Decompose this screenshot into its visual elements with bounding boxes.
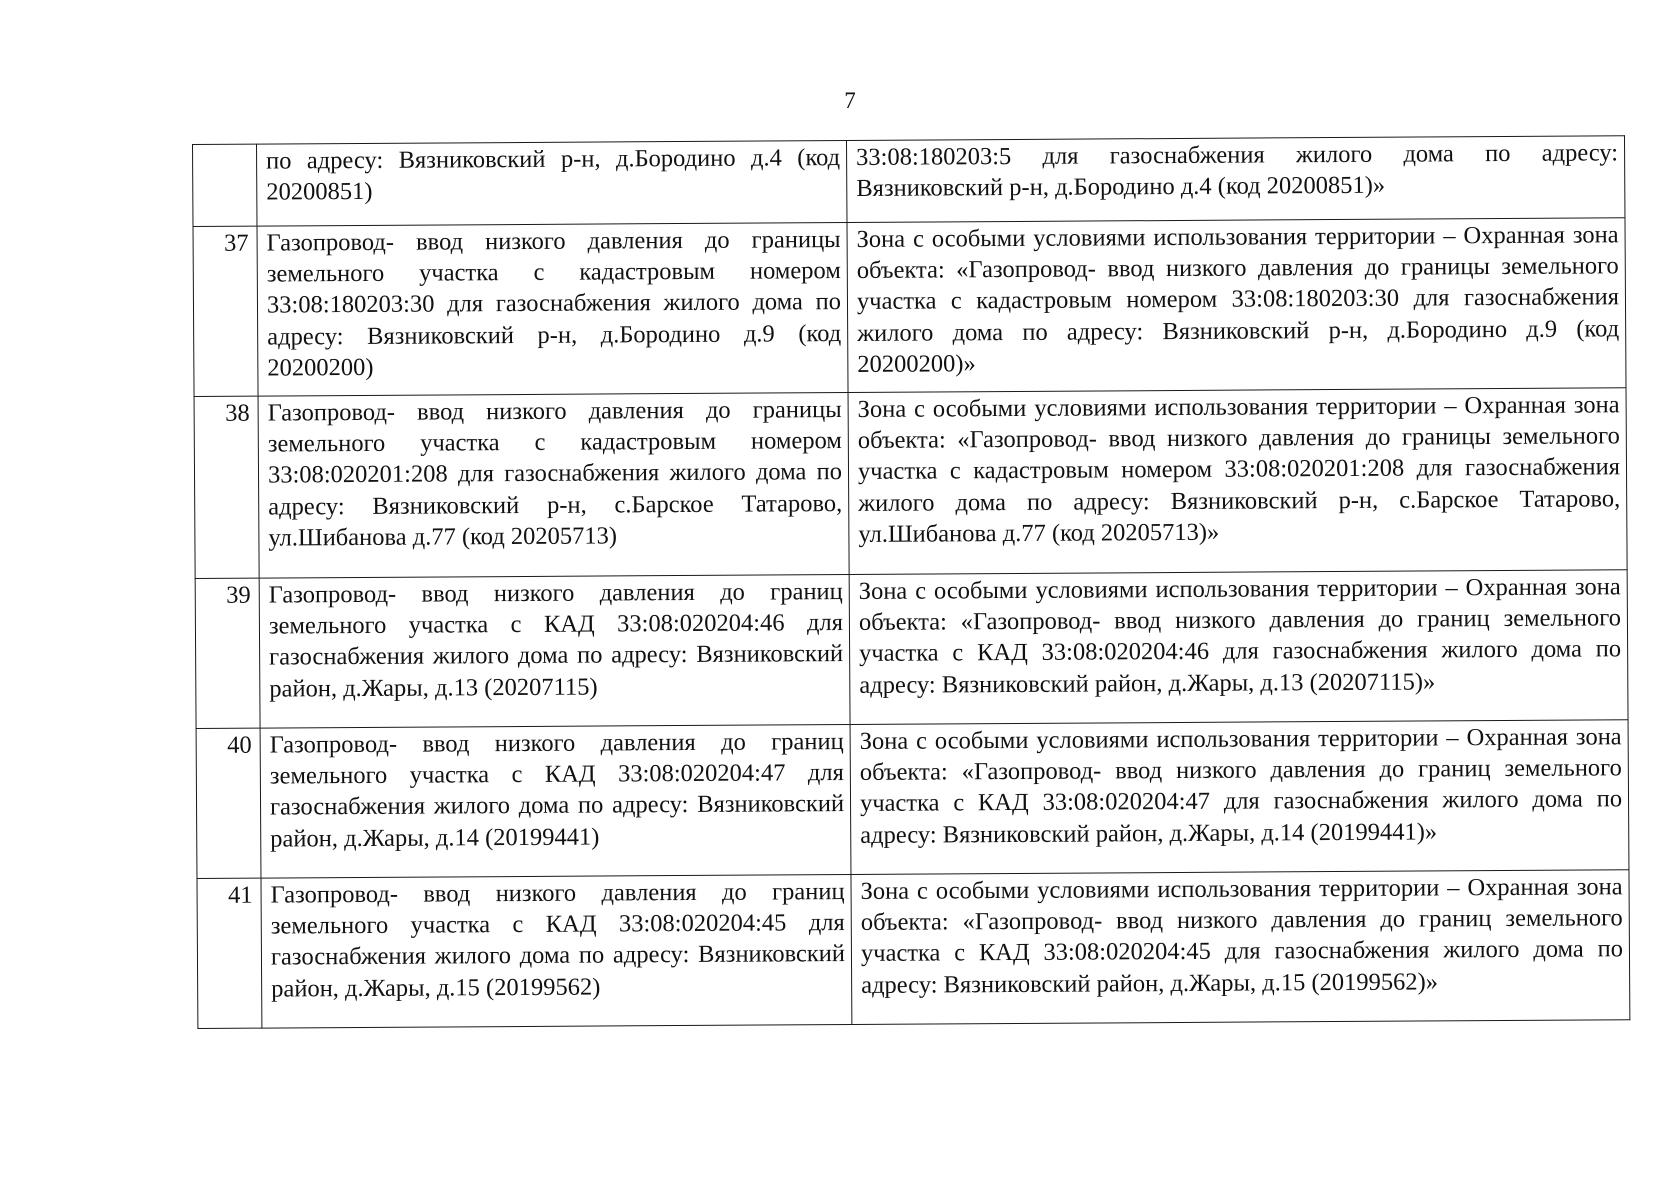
table-row: [195, 570, 1628, 729]
zone-description: Зона с особыми условиями использования территории – Охранная зона объекта: «Газопровод- ввод низкого давления до границ земельного участка с КАД 33:08:020204:45 для газоснабжения жилого дома по адресу: Вязниковский район, д.Жары, д.15 (20199562)»: [851, 870, 1630, 1025]
row-number: [193, 144, 257, 226]
zone-description: Зона с особыми условиями использования территории – Охранная зона объекта: «Газопровод- ввод низкого давления до границы земельного участка с кадастровым номером 33:08:020201:208 для газоснабжения жилого дома по адресу: Вязниковский р-н, с.Барское Татарово, ул.Шибанова д.77 (код 20205713)»: [848, 388, 1627, 575]
row-number: 39: [195, 578, 260, 728]
table-row: [197, 870, 1630, 1029]
object-description: по адресу: Вязниковский р-н, д.Бородино д.4 (код 20200851): [257, 141, 847, 227]
row-number: 41: [197, 878, 262, 1028]
table-row: [196, 720, 1629, 879]
object-description: Газопровод- ввод низкого давления до границы земельного участка с кадастровым номером 33:08:180203:30 для газоснабжения жилого дома по адресу: Вязниковский р-н, д.Бородино д.9 (код 20200200): [257, 223, 848, 397]
zones-table: [192, 135, 1630, 1029]
zone-description: Зона с особыми условиями использования территории – Охранная зона объекта: «Газопровод- ввод низкого давления до границ земельного участка с КАД 33:08:020204:47 для газоснабжения жилого дома по адресу: Вязниковский район, д.Жары, д.14 (20199441)»: [850, 720, 1629, 875]
object-description: Газопровод- ввод низкого давления до границы земельного участка с кадастровым номером 33:08:020201:208 для газоснабжения жилого дома по адресу: Вязниковский р-н, с.Барское Татарово, ул.Шибанова д.77 (код 20205713): [258, 392, 849, 578]
object-description: Газопровод- ввод низкого давления до границ земельного участка с КАД 33:08:020204:45 для газоснабжения жилого дома по адресу: Вязниковский район, д.Жары, д.15 (20199562): [261, 874, 852, 1028]
table-row: [193, 218, 1626, 397]
object-description: Газопровод- ввод низкого давления до границ земельного участка с КАД 33:08:020204:46 для газоснабжения жилого дома по адресу: Вязниковский район, д.Жары, д.13 (20207115): [259, 574, 850, 728]
table-row: [193, 136, 1625, 227]
page-number: 7: [844, 88, 856, 113]
zone-description: 33:08:180203:5 для газоснабжения жилого дома по адресу: Вязниковский р-н, д.Бородино д.4 (код 20200851)»: [846, 136, 1624, 223]
row-number: 37: [193, 226, 258, 396]
zone-description: Зона с особыми условиями использования территории – Охранная зона объекта: «Газопровод- ввод низкого давления до границ земельного участка с КАД 33:08:020204:46 для газоснабжения жилого дома по адресу: Вязниковский район, д.Жары, д.13 (20207115)»: [849, 570, 1628, 725]
table-row: [194, 388, 1627, 579]
object-description: Газопровод- ввод низкого давления до границ земельного участка с КАД 33:08:020204:47 для газоснабжения жилого дома по адресу: Вязниковский район, д.Жары, д.14 (20199441): [260, 724, 851, 878]
row-number: 38: [194, 396, 259, 578]
zone-description: Зона с особыми условиями использования территории – Охранная зона объекта: «Газопровод- ввод низкого давления до границы земельного участка с кадастровым номером 33:08:180203:30 для газоснабжения жилого дома по адресу: Вязниковский р-н, д.Бородино д.9 (код 20200200)»: [847, 218, 1626, 393]
row-number: 40: [196, 728, 261, 878]
